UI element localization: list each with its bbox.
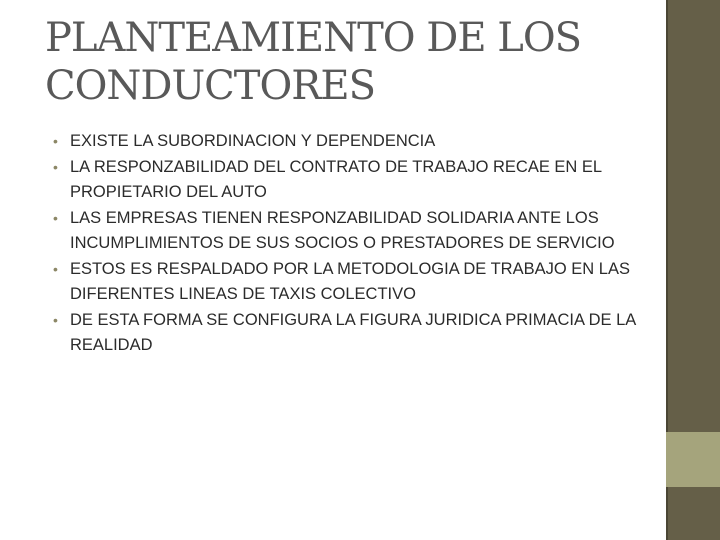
bullet-text: LA RESPONZABILIDAD DEL CONTRATO DE TRABAJO RECAE EN EL PROPIETARIO DEL AUTO (70, 157, 602, 201)
slide-title (45, 14, 645, 110)
slide-title-line-2: CONDUCTORES (45, 63, 375, 109)
bullet-item (52, 257, 652, 308)
bullet-item (52, 308, 652, 359)
bullet-icon: • (53, 133, 58, 149)
bullet-text: ESTOS ES RESPALDADO POR LA METODOLOGIA DE TRABAJO EN LAS DIFERENTES LINEAS DE TAXIS COLECTIVO (70, 259, 630, 303)
bullet-item (52, 129, 652, 155)
bullet-item (52, 206, 652, 257)
bullet-icon: • (53, 311, 58, 328)
sidebar-accent-block (666, 432, 720, 487)
bullet-list (52, 129, 652, 359)
slide-title-line-1: PLANTEAMIENTO DE LOS (45, 15, 582, 61)
bullet-icon: • (53, 209, 58, 226)
bullet-text: LAS EMPRESAS TIENEN RESPONZABILIDAD SOLIDARIA ANTE LOS INCUMPLIMIENTOS DE SUS SOCIOS O PRESTADORES DE SERVICIO (70, 208, 615, 252)
bullet-text: DE ESTA FORMA SE CONFIGURA LA FIGURA JURIDICA PRIMACIA DE LA REALIDAD (70, 310, 636, 354)
bullet-text: EXISTE LA SUBORDINACION Y DEPENDENCIA (70, 132, 436, 150)
bullet-icon: • (53, 158, 58, 175)
bullet-item (52, 155, 652, 206)
bullet-icon: • (53, 260, 58, 277)
